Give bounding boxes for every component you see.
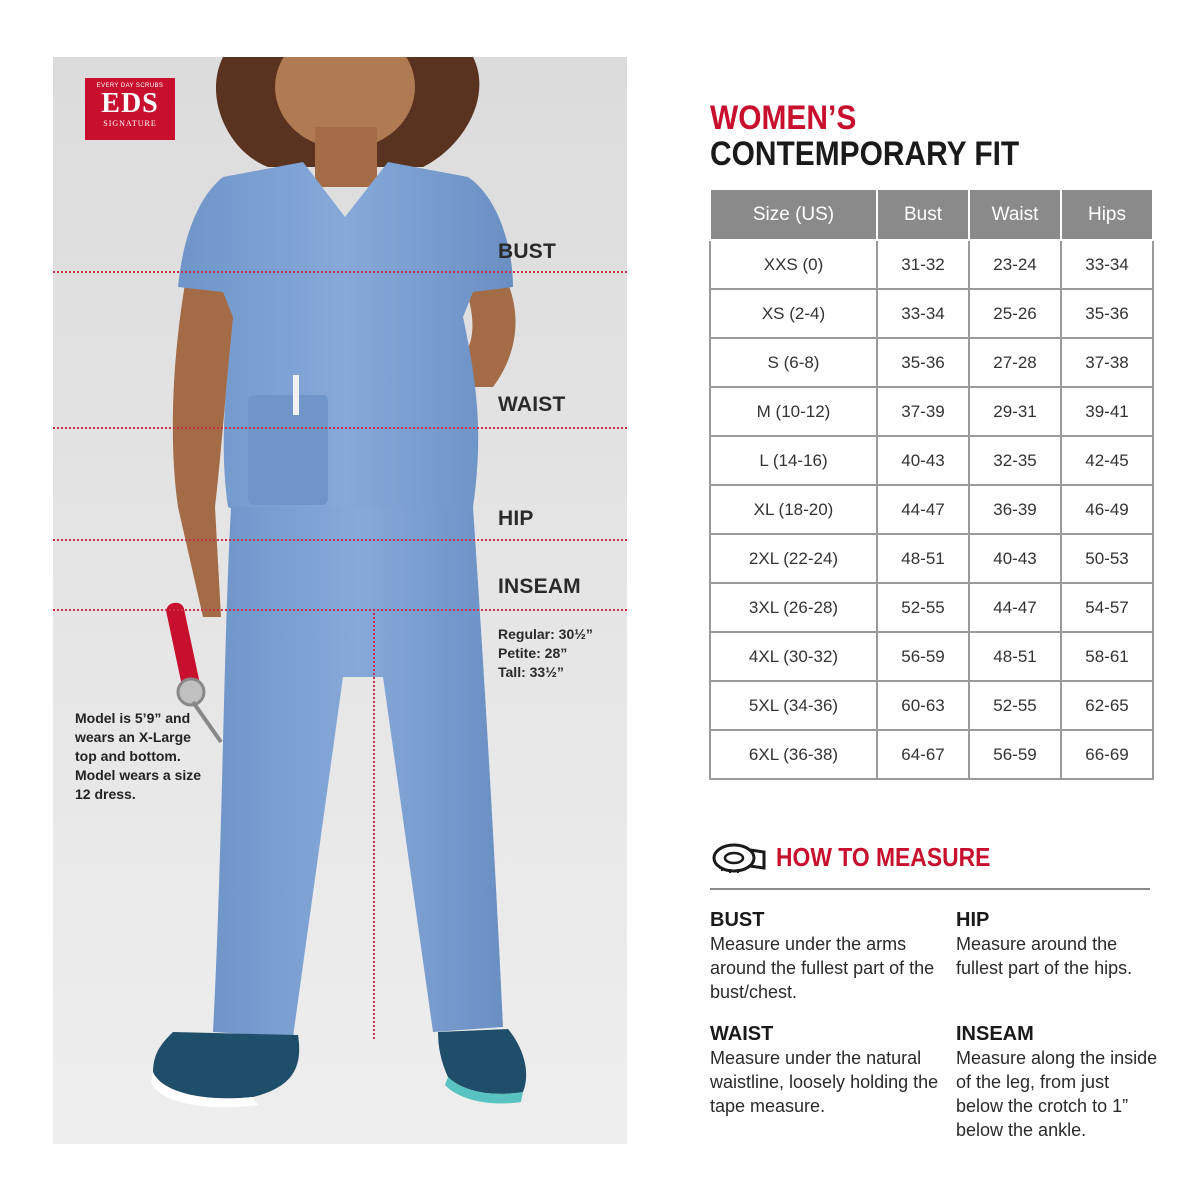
cell-hips: 62-65 — [1061, 681, 1153, 730]
cell-bust: 48-51 — [877, 534, 969, 583]
cell-size: XXS (0) — [710, 240, 877, 289]
cell-bust: 44-47 — [877, 485, 969, 534]
cell-size: XS (2-4) — [710, 289, 877, 338]
table-row — [710, 681, 1153, 730]
cell-size: 6XL (36-38) — [710, 730, 877, 779]
inseam-vertical-guide — [373, 609, 375, 1039]
cell-hips: 42-45 — [1061, 436, 1153, 485]
cell-hips: 37-38 — [1061, 338, 1153, 387]
tape-measure-icon — [710, 838, 766, 878]
cell-size: 3XL (26-28) — [710, 583, 877, 632]
header-bust: Bust — [877, 189, 969, 240]
cell-bust: 56-59 — [877, 632, 969, 681]
cell-waist: 56-59 — [969, 730, 1061, 779]
cell-waist: 36-39 — [969, 485, 1061, 534]
waist-text: Measure under the natural waistline, loosely holding the tape measure. — [710, 1048, 939, 1116]
cell-waist: 23-24 — [969, 240, 1061, 289]
logo-brand: EDS — [101, 88, 159, 119]
cell-bust: 35-36 — [877, 338, 969, 387]
table-row — [710, 730, 1153, 779]
table-row — [710, 240, 1153, 289]
title-line1: WOMEN’S — [710, 99, 857, 137]
cell-waist: 25-26 — [969, 289, 1061, 338]
hip-label: HIP — [498, 507, 534, 530]
inseam-label: INSEAM — [498, 575, 581, 598]
cell-size: S (6-8) — [710, 338, 877, 387]
cell-waist: 44-47 — [969, 583, 1061, 632]
eds-logo — [85, 78, 175, 140]
cell-bust: 60-63 — [877, 681, 969, 730]
table-row — [710, 485, 1153, 534]
cell-hips: 50-53 — [1061, 534, 1153, 583]
inseam-regular: Regular: 30½” — [498, 626, 593, 642]
how-to-measure-title: HOW TO MEASURE — [776, 842, 991, 872]
cell-size: 4XL (30-32) — [710, 632, 877, 681]
cell-size: XL (18-20) — [710, 485, 877, 534]
cell-hips: 35-36 — [1061, 289, 1153, 338]
inseam-tall: Tall: 33½” — [498, 664, 564, 680]
bust-instructions — [710, 908, 940, 1004]
model-photo — [53, 57, 627, 1144]
model-illustration — [53, 57, 627, 1144]
table-row — [710, 632, 1153, 681]
inseam-text: Measure along the inside of the leg, from just below the crotch to 1” below the ankle. — [956, 1048, 1158, 1140]
waist-instructions — [710, 1022, 940, 1118]
header-size: Size (US) — [710, 189, 877, 240]
cell-hips: 33-34 — [1061, 240, 1153, 289]
table-row — [710, 338, 1153, 387]
cell-waist: 27-28 — [969, 338, 1061, 387]
table-row — [710, 534, 1153, 583]
cell-bust: 33-34 — [877, 289, 969, 338]
inseam-petite: Petite: 28” — [498, 645, 568, 661]
hip-text: Measure around the fullest part of the hips. — [956, 934, 1133, 978]
table-row — [710, 583, 1153, 632]
bust-heading: BUST — [710, 909, 765, 931]
waist-heading: WAIST — [710, 1023, 774, 1045]
cell-hips: 39-41 — [1061, 387, 1153, 436]
cell-waist: 40-43 — [969, 534, 1061, 583]
table-row — [710, 436, 1153, 485]
table-row — [710, 387, 1153, 436]
cell-bust: 37-39 — [877, 387, 969, 436]
cell-size: 5XL (34-36) — [710, 681, 877, 730]
cell-bust: 40-43 — [877, 436, 969, 485]
cell-bust: 31-32 — [877, 240, 969, 289]
cell-waist: 48-51 — [969, 632, 1061, 681]
waist-label: WAIST — [498, 393, 566, 416]
header-hips: Hips — [1061, 189, 1153, 240]
table-header-row — [710, 189, 1153, 240]
cell-hips: 54-57 — [1061, 583, 1153, 632]
how-to-measure-header — [710, 836, 1150, 890]
bust-text: Measure under the arms around the fullest part of the bust/chest. — [710, 934, 935, 1002]
waist-guide-line — [53, 427, 627, 429]
cell-waist: 32-35 — [969, 436, 1061, 485]
cell-size: M (10-12) — [710, 387, 877, 436]
cell-size: L (14-16) — [710, 436, 877, 485]
inseam-heading: INSEAM — [956, 1023, 1034, 1045]
hip-heading: HIP — [956, 909, 990, 931]
table-row — [710, 289, 1153, 338]
logo-tagline: EVERY DAY SCRUBS — [96, 83, 164, 89]
logo-sub: SIGNATURE — [103, 119, 157, 128]
size-chart-table — [709, 188, 1154, 780]
hip-instructions — [956, 908, 1156, 980]
bust-guide-line — [53, 271, 627, 273]
inseam-guide-line — [53, 609, 627, 611]
inseam-instructions — [956, 1022, 1161, 1142]
cell-bust: 64-67 — [877, 730, 969, 779]
bust-label: BUST — [498, 240, 556, 263]
cell-hips: 58-61 — [1061, 632, 1153, 681]
inseam-values — [498, 625, 593, 682]
cell-waist: 29-31 — [969, 387, 1061, 436]
cell-size: 2XL (22-24) — [710, 534, 877, 583]
cell-hips: 46-49 — [1061, 485, 1153, 534]
cell-waist: 52-55 — [969, 681, 1061, 730]
cell-hips: 66-69 — [1061, 730, 1153, 779]
model-note: Model is 5’9” and wears an X-Large top and bottom. Model wears a size 12 dress. — [75, 710, 202, 802]
header-waist: Waist — [969, 189, 1061, 240]
cell-bust: 52-55 — [877, 583, 969, 632]
title-line2: CONTEMPORARY FIT — [710, 135, 1020, 173]
hip-guide-line — [53, 539, 627, 541]
